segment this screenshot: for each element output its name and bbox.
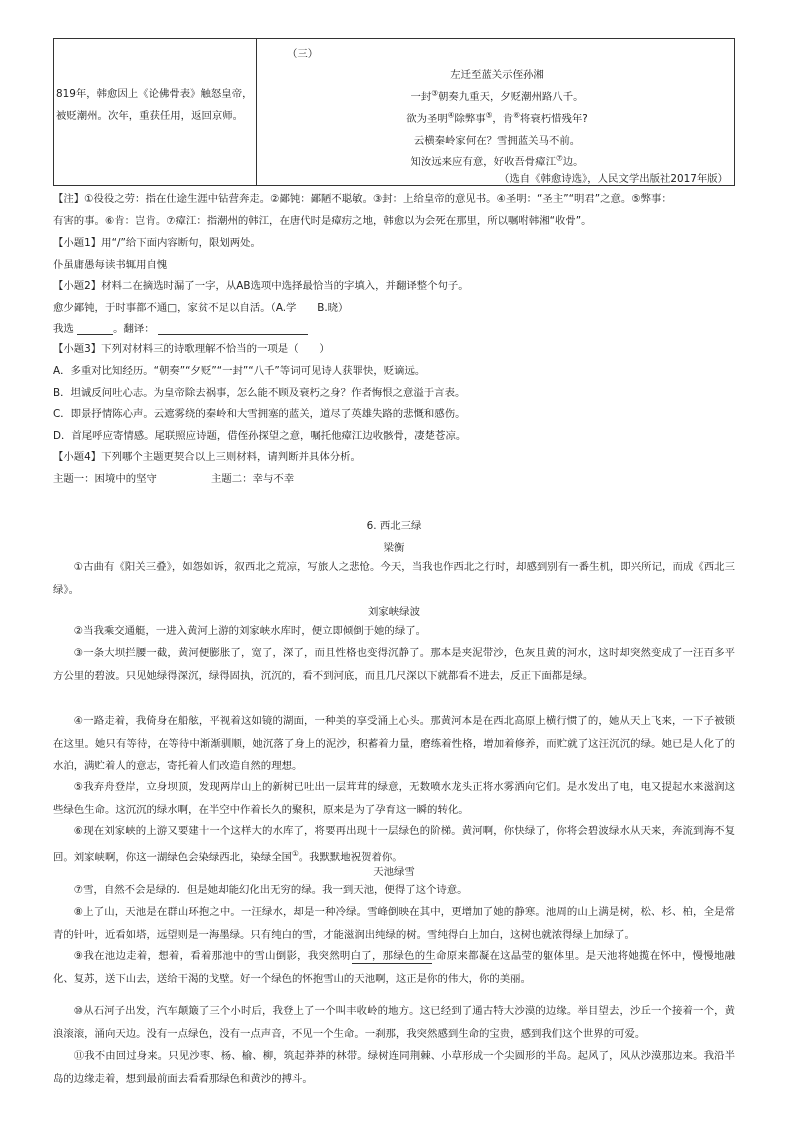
essay-paragraph: ⑪我不由回过身来。只见沙枣、杨、榆、柳，筑起莽莽的林带。绿树连同荆棘、小草形成一个尖圆形的半岛。起风了，风从沙漠那边来。我沿半岛的边缘走着，想到最前面去看看那绿色和黄沙的搏斗。: [53, 1050, 735, 1085]
poem-source: （选自《韩愈诗选》，人民文学出版社2017年版）: [498, 173, 728, 185]
material-table: [53, 38, 735, 186]
essay-author: 梁衡: [383, 542, 405, 554]
essay-paragraph: ①古曲有《阳关三叠》，如怨如诉，叙西北之荒凉，写旅人之悲怆。今天，当我也作西北之行时，却感到别有一番生机，即兴所记，而成《西北三绿》。: [53, 561, 735, 596]
essay-paragraph: ⑧上了山，天池是在群山环抱之中。一汪绿水，却是一种冷绿。雪峰倒映在其中，更增加了她的静寒。池周的山上满是树，松、杉、柏，全是常青的针叶，近看如塔，远望则是一海墨绿。只有纯白的雪，才能滋润出纯绿的树。雪纯得白上加白，这树也就浓得绿上加绿了。: [53, 906, 735, 941]
question-1-sentence: 仆虽庸愚每读书辄用自愧: [53, 259, 168, 271]
poem-line: 云横秦岭家何在？雪拥蓝关马不前。: [413, 135, 581, 147]
essay-paragraph: ⑦雪，自然不会是绿的．但是她却能幻化出无穷的绿。我一到天池，便得了这个诗意。: [73, 884, 468, 896]
essay-paragraph: ⑩从石河子出发，汽车颠簸了三个小时后，我登上了一个叫丰收岭的地方。这已经到了通古特大沙漠的边缘。举目望去，沙丘一个接着一个，黄浪滚滚，涌向天边。没有一点绿色，没有一点声音，不见一个生命。一刹那，我突然感到生命的宝贵，感到我们这个世界的可爱。: [53, 1005, 735, 1040]
essay-title: 6. 西北三绿: [366, 520, 422, 532]
question-4-prompt: 【小题4】下列哪个主题更契合以上三则材料，请判断并具体分析。: [53, 451, 361, 463]
question-3-option: D．首尾呼应寄情感。尾联照应诗题，借侄孙探望之意，嘱托他瘴江边收骸骨，凄楚苍凉。: [53, 430, 467, 442]
essay-paragraph: ⑥现在刘家峡的上游又要建十一个这样大的水库了，将要再出现十一层绿色的阶梯。黄河啊，你快绿了，你将会碧波绿水从天来，奔流到海不复回。刘家峡啊，你这一湖绿色会染绿西北，染绿全国①。我默默地祝贺着你。: [53, 825, 735, 864]
material-three-cell: [257, 39, 735, 186]
notes-line: 【注】①役役之劳：指在仕途生涯中钻营奔走。②鄙钝：鄙陋不聪敏。③封：上给皇帝的意见书。④圣明：“圣主”“明君”之意。⑤弊事：: [53, 193, 672, 205]
question-4-theme-2: 主题二：幸与不幸: [211, 473, 295, 485]
choice-blank[interactable]: [77, 334, 113, 335]
question-2-prompt: 【小题2】材料二在摘选时漏了一字，从AB选项中选择最恰当的字填入，并翻译整个句子。: [53, 280, 469, 292]
question-4-theme-1: 主题一：困境中的坚守: [53, 473, 157, 485]
poem-label: （三）: [287, 48, 319, 60]
notes-line: 有害的事。⑥肯：岂肯。⑦瘴江：指潮州的韩江，在唐代时是瘴疠之地，韩愈以为会死在那里，所以嘱咐韩湘“收骨”。: [53, 215, 592, 227]
material-two-cell: [54, 39, 257, 186]
question-3-option: C．即景抒情陈心声。云遮雾绕的秦岭和大雪拥塞的蓝关，道尽了英雄失路的悲慨和感伤。: [53, 408, 466, 420]
section-divider: [352, 963, 432, 964]
question-3-prompt: 【小题3】下列对材料三的诗歌理解不恰当的一项是（ ）: [53, 343, 330, 355]
section-heading: 天池绿雪: [373, 866, 415, 878]
question-3-option: A．多重对比知经历。“朝奏”“夕贬”“一封”“八千”等词可见诗人获罪快，贬谪远。: [53, 365, 426, 377]
material-two-text: 819年，韩愈因上《论佛骨表》触怒皇帝，被贬潮州。次年，重获任用，返回京师。: [56, 88, 253, 122]
essay-paragraph: ②当我乘交通艇，一进入黄河上游的刘家峡水库时，便立即倾倒于她的绿了。: [73, 625, 426, 637]
translation-blank[interactable]: [158, 334, 308, 335]
poem-line: 一封③朝奏九重天，夕贬潮州路八千。: [410, 88, 584, 103]
question-2-sentence: 愈少鄙钝，于时事都不通□，家贫不足以自活。（A.学 B.晓）: [53, 302, 349, 314]
essay-paragraph: ④一路走着，我倚身在船舷，平视着这如镜的湖面，一种美的享受涌上心头。那黄河本是在西北高原上横行惯了的，她从天上飞来，一下子被锁在这里。她只有等待，在等待中渐渐驯顺，她沉落了身上的泥沙，积蓄着力量，磨练着性格，增加着修养，而贮就了这汪沉沉的绿。她已是人化了的水泊，满贮着人的意志，寄托着人们改造自然的理想。: [53, 715, 735, 773]
section-heading: 刘家峡绿波: [368, 606, 420, 618]
essay-paragraph: ③一条大坝拦腰一截，黄河便膨胀了，宽了，深了，而且性格也变得沉静了。那本是夹泥带沙，色灰且黄的河水，这时却突然变成了一汪百多平方公里的碧波。只见她绿得深沉，绿得固执，沉沉的，看不到河底，而且几尺深以下就都看不进去，反正下面都是绿。: [53, 647, 735, 682]
question-3-option: B．坦诚反问吐心志。为皇帝除去祸事，怎么能不顾及衰朽之身？作者悔恨之意溢于言表。: [53, 387, 466, 399]
essay-paragraph: ⑨我在池边走着，想着，看着那池中的雪山倒影，我突然明白了，那绿色的生命原来都凝在这晶莹的躯体里。是天池将她揽在怀中，慢慢地融化、复苏，送下山去，送给干渴的戈壁。好一个绿色的怀抱雪山的天池啊，这正是你的伟大，你的美丽。: [53, 950, 735, 985]
poem-line: 欲为圣明④除弊事⑤，肯⑥将衰朽惜残年?: [406, 110, 588, 125]
essay-paragraph: ⑤我弃舟登岸，立身坝顶，发现两岸山上的新树已吐出一层茸茸的绿意，无数喷水龙头正将水雾洒向它们。是水发出了电，电又提起水来滋润这些绿色生命。这沉沉的绿水啊，在半空中作着长久的聚积，原来是为了孕育这一瞬的转化。: [53, 781, 735, 816]
question-1-prompt: 【小题1】用“/”给下面内容断句，限划两处。: [53, 237, 261, 249]
poem-title: 左迁至蓝关示侄孙湘: [450, 69, 544, 81]
question-2-answer-line: 我选 。翻译：: [53, 320, 308, 335]
poem-line: 知汝远来应有意，好收吾骨瘴江⑦边。: [410, 153, 584, 168]
